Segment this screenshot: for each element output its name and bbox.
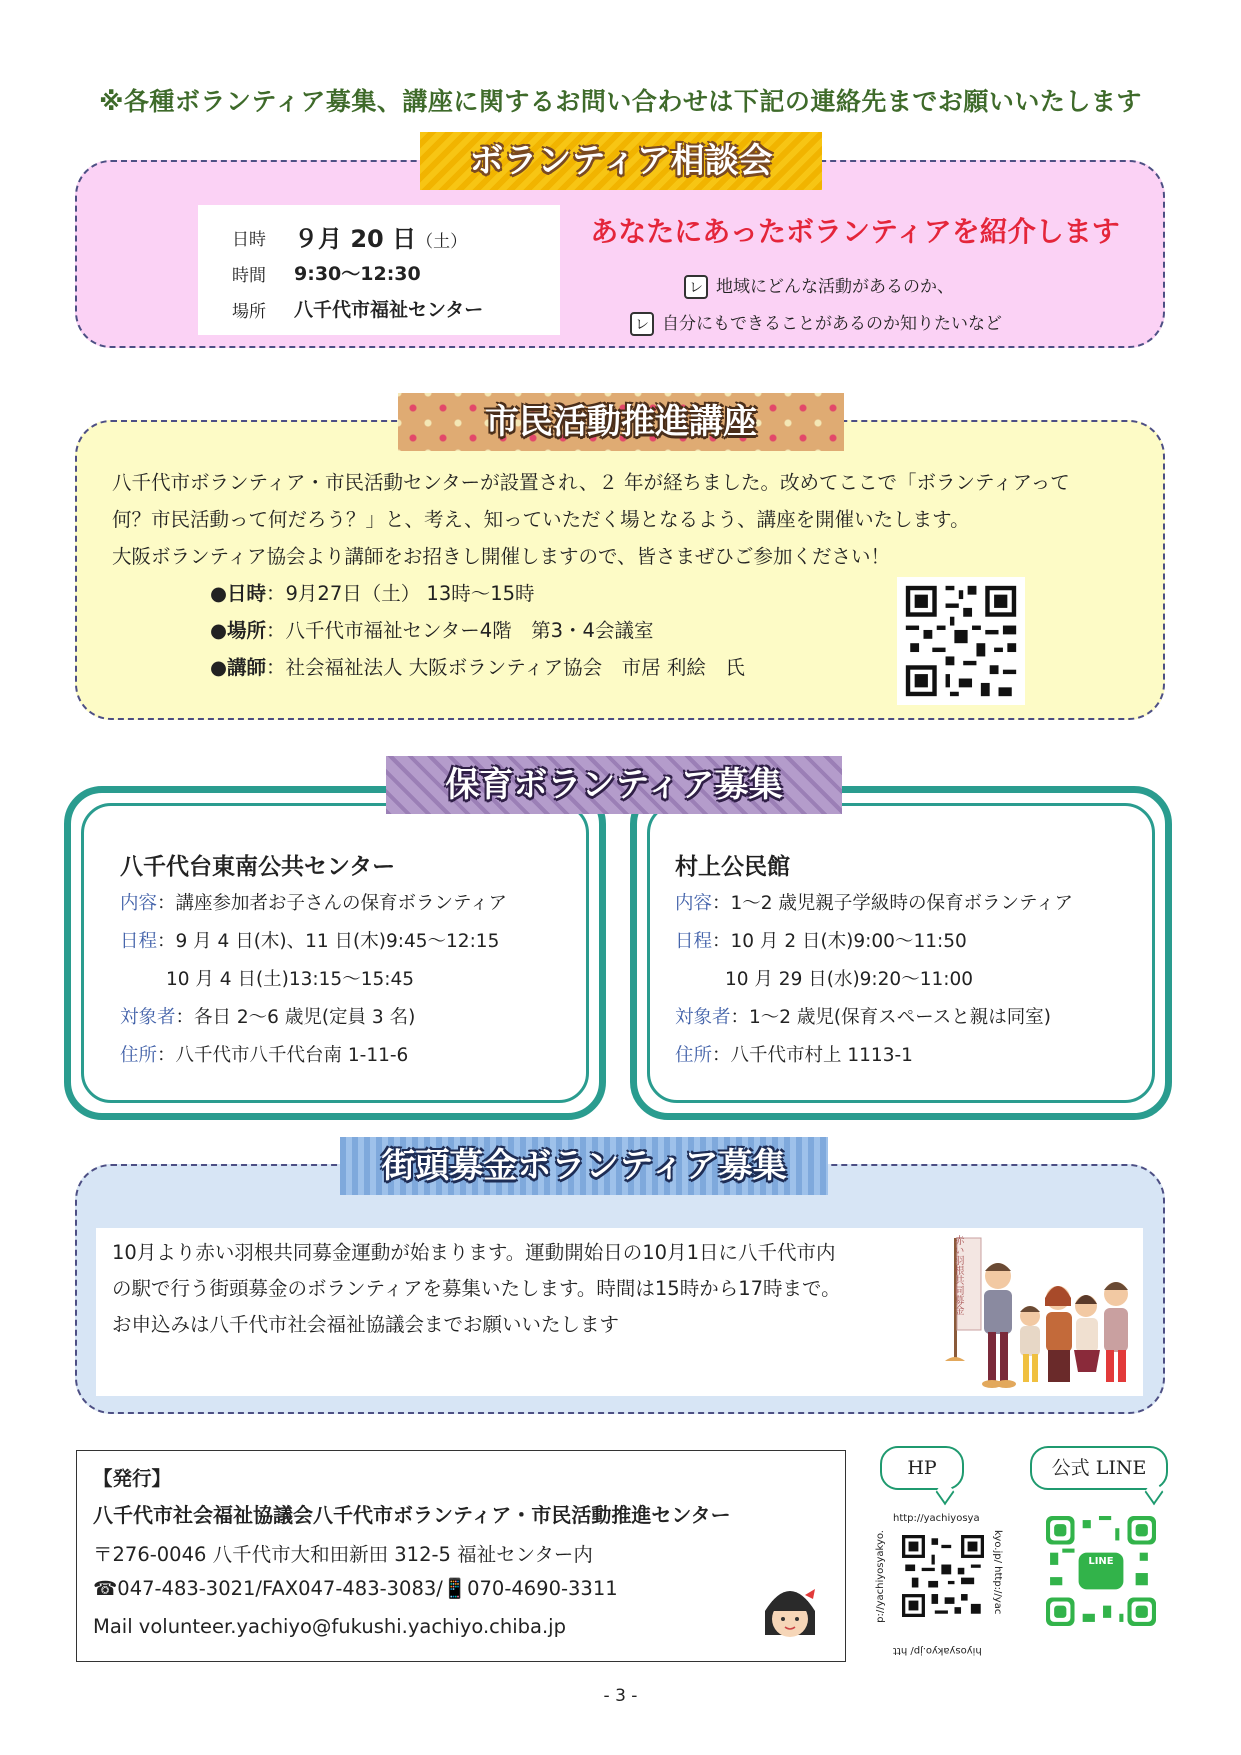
date-value: ９月 20 日	[294, 225, 417, 253]
check-item-2	[630, 309, 1002, 336]
street-paragraph	[112, 1235, 942, 1343]
issuer-org: 八千代市社会福祉協議会八千代市ボランティア・市民活動推進センター	[93, 1503, 731, 1527]
line-logo-text: LINE	[1088, 1556, 1114, 1567]
left-center-name: 八千代台東南公共センター	[120, 854, 396, 880]
right-content-label: 内容	[675, 893, 713, 914]
place-value: 八千代市福祉センター	[294, 299, 484, 321]
lecture-lecturer: ：社会福祉法人 大阪ボランティア協会 市居 利絵 氏	[266, 656, 745, 679]
consult-headline: あなたにあったボランティアを紹介します	[590, 215, 1120, 248]
left-target: ：各日 2～6 歳児(定員 3 名)	[175, 1007, 416, 1028]
checkbox-icon: レ	[630, 312, 654, 336]
line-label: 公式 LINE	[1051, 1457, 1147, 1479]
left-address: ：八千代市八千代台南 1-11-6	[157, 1045, 409, 1066]
consult-title: ボランティア相談会	[420, 132, 822, 190]
right-target-label: 対象者	[675, 1007, 731, 1028]
childcare-title: 保育ボランティア募集	[386, 756, 842, 814]
street-line-2: の駅で行う街頭募金のボランティアを募集いたします。時間は15時から17時まで。	[112, 1277, 841, 1300]
left-target-label: 対象者	[120, 1007, 176, 1028]
lecture-lecturer-label: ●講師	[210, 656, 267, 679]
right-address: ：八千代市村上 1113-1	[712, 1045, 913, 1066]
issuer-phone: ☎047-483-3021/FAX047-483-3083/📱070-4690-3311	[93, 1577, 618, 1600]
lecture-line-2: 何？市民活動って何だろう？」と、考え、知っていただく場となるよう、講座を開催いたします。	[112, 508, 970, 531]
right-content: ：1～2 歳児親子学級時の保育ボランティア	[712, 893, 1073, 914]
left-content-label: 内容	[120, 893, 158, 914]
lecture-details	[210, 575, 745, 686]
lecture-paragraph	[112, 464, 1152, 575]
page-number: - 3 -	[603, 1686, 638, 1706]
street-line-1: 10月より赤い羽根共同募金運動が始まります。運動開始日の10月1日に八千代市内	[112, 1241, 836, 1264]
check-item-1	[684, 272, 954, 299]
flag-text: 赤い羽根共同募金	[952, 1235, 963, 1315]
hp-label: HP	[907, 1457, 937, 1479]
publisher-box	[76, 1450, 846, 1662]
right-address-label: 住所	[675, 1045, 713, 1066]
line-qr-code[interactable]	[1046, 1516, 1156, 1626]
qr-icon	[1046, 1516, 1156, 1626]
hp-qr-code[interactable]	[902, 1535, 984, 1617]
left-address-label: 住所	[120, 1045, 158, 1066]
qr-icon	[897, 577, 1025, 705]
hp-url-bottom: hiyosyakyo.jp/ htt	[893, 1645, 982, 1656]
checkbox-icon: レ	[684, 275, 708, 299]
issuer-address: 〒276-0046 八千代市大和田新田 312-5 福祉センター内	[93, 1543, 593, 1566]
lecture-qr-code[interactable]	[897, 577, 1025, 705]
left-schedule-label: 日程	[120, 931, 158, 952]
hp-bubble	[880, 1446, 964, 1490]
childcare-right	[675, 848, 1073, 1075]
check-text-1: 地域にどんな活動があるのか、	[716, 277, 954, 297]
lecture-place: ：八千代市福祉センター4階 第3・4会議室	[266, 619, 654, 642]
hp-url-left: p://yachiyosyakyo.	[875, 1530, 886, 1623]
right-schedule-2: 10 月 29 日(水)9:20～11:00	[725, 969, 974, 990]
issuer-mail: Mail volunteer.yachiyo@fukushi.yachiyo.chiba.jp	[93, 1615, 566, 1638]
notice-text: ※各種ボランティア募集、講座に関するお問い合わせは下記の連絡先までお願いいたします	[99, 87, 1142, 116]
lecture-place-label: ●場所	[210, 619, 267, 642]
date-dow: （土）	[416, 232, 468, 252]
issuer-label: 【発行】	[93, 1467, 172, 1490]
time-label: 時間	[232, 266, 266, 286]
lecture-line-1: 八千代市ボランティア・市民活動センターが設置され、２ 年が経ちました。改めてここで「ボランティアって	[112, 471, 1070, 494]
childcare-left	[120, 848, 507, 1075]
mascot-girl-icon	[759, 1579, 821, 1649]
right-target: ：1～2 歳児(保育スペースと親は同室)	[730, 1007, 1051, 1028]
place-label: 場所	[232, 302, 266, 322]
right-schedule-1: ：10 月 2 日(木)9:00～11:50	[712, 931, 967, 952]
left-schedule-1: ：9 月 4 日(木)、11 日(木)9:45～12:15	[157, 931, 500, 952]
check-text-2: 自分にもできることがあるのか知りたいなど	[662, 314, 1002, 334]
date-label: 日時	[232, 230, 266, 250]
lecture-title: 市民活動推進講座	[398, 393, 844, 451]
consult-info-box	[198, 205, 560, 335]
lecture-date: ：9月27日（土） 13時～15時	[266, 582, 535, 605]
right-center-name: 村上公民館	[675, 854, 790, 880]
qr-icon	[902, 1535, 984, 1617]
time-value: 9:30～12:30	[294, 263, 421, 285]
left-schedule-2: 10 月 4 日(土)13:15～15:45	[166, 969, 415, 990]
fundraising-family-illustration	[940, 1226, 1140, 1398]
hp-url-top: http://yachiyosya	[893, 1513, 980, 1524]
lecture-line-3: 大阪ボランティア協会より講師をお招きし開催しますので、皆さまぜひご参加ください！	[112, 545, 891, 568]
street-title: 街頭募金ボランティア募集	[340, 1137, 828, 1195]
lecture-date-label: ●日時	[210, 582, 267, 605]
street-line-3: お申込みは八千代市社会福祉協議会までお願いいたします	[112, 1313, 620, 1336]
hp-url-right: kyo.jp/ http://yac	[992, 1530, 1003, 1615]
line-bubble	[1030, 1446, 1168, 1490]
left-content: ：講座参加者お子さんの保育ボランティア	[157, 893, 508, 914]
right-schedule-label: 日程	[675, 931, 713, 952]
